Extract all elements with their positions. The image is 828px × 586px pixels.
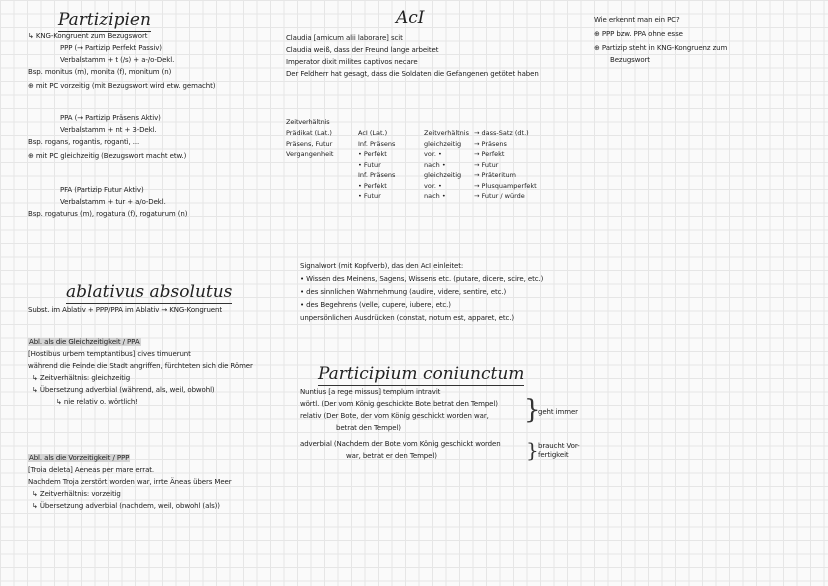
- partizipien-line: ⊕ mit PC gleichzeitig (Bezugswort macht etw.): [28, 152, 187, 160]
- aci-line: Der Feldherr hat gesagt, dass die Soldaten die Gefangenen getötet haben: [286, 70, 539, 78]
- partizipien-line: Bsp. rogans, rogantis, rogantì, ...: [28, 138, 140, 146]
- pc-line: war, betrat er den Tempel): [346, 452, 437, 460]
- table-cell: • Futur: [358, 160, 381, 169]
- ablativus-line: [Hostibus urbem temptantibus] cives timuerunt: [28, 350, 191, 358]
- aci-signal-line: • Wissen des Meinens, Sagens, Wissens etc. (putare, dicere, scire, etc.): [300, 275, 544, 283]
- ablativus-line: Nachdem Troja zerstört worden war, irrte Äneas übers Meer: [28, 478, 232, 486]
- table-cell: vor. •: [424, 181, 442, 190]
- table-cell: → Plusquamperfekt: [474, 181, 537, 190]
- pc-line: adverbial (Nachdem der Bote vom König geschickt worden: [300, 440, 501, 448]
- partizipien-title: Partizipien: [58, 10, 151, 30]
- partizipien-line: PFA (Partizip Futur Aktiv): [60, 186, 144, 194]
- partizipien-line: Bsp. monitus (m), monita (f), monitum (n): [28, 68, 172, 76]
- pc-note-2: braucht Vor- fertigkeit: [538, 442, 580, 459]
- side-line: Wie erkennt man ein PC?: [594, 16, 680, 24]
- partizipien-line: ⊕ mit PC vorzeitig (mit Bezugswort wird etw. gemacht): [28, 82, 216, 90]
- partizipien-line: Verbalstamm + tur + a/o-Dekl.: [60, 198, 166, 206]
- table-cell: • Perfekt: [358, 181, 387, 190]
- partizipien-line: ↳ KNG-Kongruent zum Bezugswort: [28, 32, 148, 40]
- partizipien-line: Verbalstamm + nt + 3-Dekl.: [60, 126, 157, 134]
- ablativus-line: ↳ nie relativ o. wörtlich!: [56, 398, 138, 406]
- aci-table-col-praedikat: [286, 128, 333, 160]
- ablativus-line: während die Feinde die Stadt angriffen, fürchteten sich die Römer: [28, 362, 253, 370]
- aci-table-col-aci: [358, 128, 395, 202]
- aci-title: AcI: [396, 8, 425, 28]
- aci-signal-line: • des Begehrens (velle, cupere, iubere, etc.): [300, 301, 451, 309]
- table-cell: Vergangenheit: [286, 150, 334, 158]
- ablativus-line: ↳ Übersetzung adverbial (nachdem, weil, obwohl (als)): [32, 502, 220, 510]
- ablativus-line: Abl. als die Gleichzeitigkeit / PPA: [29, 338, 140, 346]
- aci-table-col-zeit: [424, 128, 469, 202]
- aci-line: Claudia [amicum alii laborare] scit: [286, 34, 403, 42]
- aci-signal-line: • des sinnlichen Wahrnehmung (audire, videre, sentire, etc.): [300, 288, 507, 296]
- table-cell: AcI (Lat.): [358, 129, 388, 137]
- ablativus-line: ↳ Zeitverhältnis: gleichzeitig: [32, 374, 131, 382]
- ablativus-title: ablativus absolutus: [66, 282, 233, 302]
- partizipien-line: PPA (→ Partizip Präsens Aktiv): [60, 114, 161, 122]
- aci-table-col-dass: [474, 128, 537, 202]
- table-cell: Prädikat (Lat.): [286, 129, 332, 137]
- table-cell: Präsens, Futur: [286, 139, 333, 148]
- table-cell: • Perfekt: [358, 150, 387, 158]
- ablativus-line: Subst. im Ablativ + PPP/PPA im Ablativ → KNG-Kongruent: [28, 306, 222, 314]
- table-cell: nach •: [424, 160, 446, 169]
- table-cell: gleichzeitig: [424, 139, 462, 148]
- pc-line: betrat den Tempel): [336, 424, 401, 432]
- pc-title: Participium coniunctum: [318, 364, 525, 384]
- ablativus-line: Abl. als die Vorzeitigkeit / PPP: [29, 454, 130, 462]
- ablativus-line: ↳ Zeitverhältnis: vorzeitig: [32, 490, 121, 498]
- pc-line: Nuntius [a rege missus] templum intravit: [300, 388, 441, 396]
- pc-line: wörtl. (Der vom König geschickte Bote betrat den Tempel): [300, 400, 498, 408]
- table-cell: → Futur / würde: [474, 192, 525, 200]
- table-cell: • Futur: [358, 192, 381, 200]
- table-cell: nach •: [424, 192, 446, 200]
- side-line: Bezugswort: [610, 56, 650, 64]
- table-cell: → Perfekt: [474, 150, 505, 158]
- brace-1: }: [524, 395, 541, 425]
- table-cell: → Futur: [474, 160, 499, 169]
- table-cell: vor. •: [424, 150, 442, 158]
- table-cell: gleichzeitig: [424, 171, 462, 179]
- side-line: ⊕ PPP bzw. PPA ohne esse: [594, 30, 683, 38]
- table-cell: Inf. Präsens: [358, 139, 396, 148]
- aci-line: Imperator dixit milites captivos necare: [286, 58, 418, 66]
- aci-signal-line: Signalwort (mit Kopfverb), das den AcI einleitet:: [300, 262, 464, 270]
- aci-line: Claudia weiß, dass der Freund lange arbeitet: [286, 46, 439, 54]
- ablativus-line: [Troia deleta] Aeneas per mare errat.: [28, 466, 155, 474]
- partizipien-line: Verbalstamm + t (/s) + a-/o-Dekl.: [60, 56, 175, 64]
- brace-2: }: [526, 438, 539, 462]
- table-cell: → Präteritum: [474, 171, 516, 179]
- table-cell: Inf. Präsens: [358, 171, 396, 179]
- table-cell: → Präsens: [474, 139, 507, 148]
- aci-signal-line: unpersönlichen Ausdrücken (constat, notum est, apparet, etc.): [300, 314, 514, 322]
- pc-note-1: geht immer: [538, 408, 578, 416]
- partizipien-line: Bsp. rogaturus (m), rogatura (f), rogaturum (n): [28, 210, 188, 218]
- table-cell: → dass-Satz (dt.): [474, 129, 529, 137]
- side-line: ⊕ Partizip steht in KNG-Kongruenz zum: [594, 44, 728, 52]
- partizipien-line: PPP (→ Partizip Perfekt Passiv): [60, 44, 162, 52]
- ablativus-line: ↳ Übersetzung adverbial (während, als, weil, obwohl): [32, 386, 215, 394]
- pc-line: relativ (Der Bote, der vom König geschickt worden war,: [300, 412, 489, 420]
- aci-zeit-header: Zeitverhältnis: [286, 118, 330, 126]
- table-cell: Zeitverhältnis: [424, 129, 469, 137]
